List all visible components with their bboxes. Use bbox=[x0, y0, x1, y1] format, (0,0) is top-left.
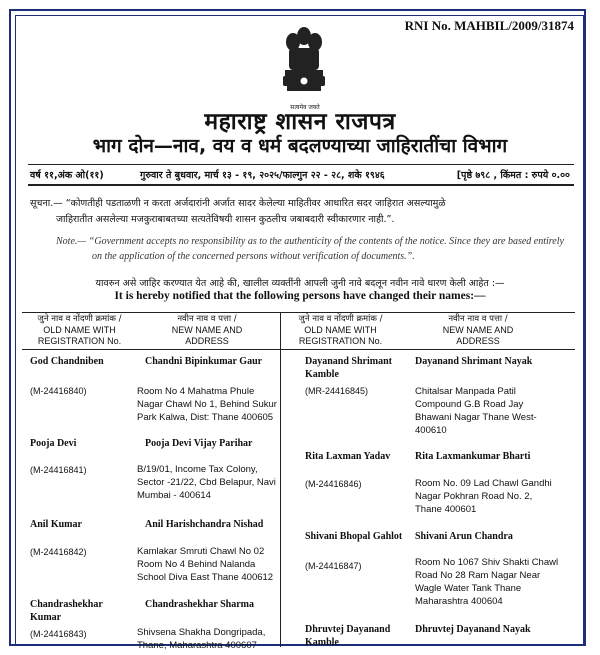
address: Room No 4 Mahatma Phule Nagar Chawl No 1, Behind Sukur Park Kalwa, Dist: Thane 400605 bbox=[137, 386, 277, 423]
issue-number: वर्ष ११,अंक ओ(११) bbox=[30, 170, 104, 181]
column-header-text: REGISTRATION No. bbox=[298, 336, 383, 346]
column-header-text: NEW NAME AND bbox=[442, 325, 514, 335]
issue-pages: [पृष्ठे ७९८ , किंमत : रुपये ०.०० bbox=[456, 170, 570, 181]
address: Room No 1067 Shiv Shakti Chawl Road No 28 Ram Nagar Near Wagle Water Tank Thane Maharashtra 400604 bbox=[415, 557, 559, 607]
new-name: Rita Laxmankumar Bharti bbox=[415, 451, 531, 462]
old-name: Anil Kumar bbox=[30, 519, 82, 530]
gazette-subtitle: भाग दोन—नाव, वय व धर्म बदलण्याच्या जाहिरातींचा विभाग bbox=[92, 135, 508, 157]
new-name: Anil Harishchandra Nishad bbox=[145, 519, 264, 530]
registration-number: (M-24416847) bbox=[305, 561, 362, 571]
column-header-text: जुने नाव व नोंदणी क्रमांक / bbox=[298, 314, 383, 324]
column-header-new bbox=[142, 314, 272, 347]
new-name: Pooja Devi Vijay Parihar bbox=[145, 438, 253, 449]
column-header-text: OLD NAME WITH bbox=[43, 325, 116, 335]
column-header-text: REGISTRATION No. bbox=[37, 336, 122, 346]
new-name: Dayanand Shrimant Nayak bbox=[415, 356, 533, 367]
column-header-old bbox=[283, 314, 398, 347]
column-header-text: नवीन नाव व पत्ता / bbox=[448, 314, 508, 324]
address: Kamlakar Smruti Chawl No 02 Room No 4 Behind Nalanda School Diva East Thane 400612 bbox=[137, 546, 274, 583]
registration-number: (M-24416843) bbox=[30, 629, 87, 639]
notice-line: जाहिरातीत असलेल्या मजकुराबाबतच्या सत्यतेविषयी शासन कुठलीच जबाबदारी स्वीकारणार नाही.”. bbox=[56, 214, 395, 225]
registration-number: (MR-24416845) bbox=[305, 386, 369, 396]
registration-number: (M-24416841) bbox=[30, 465, 87, 475]
issue-date: गुरुवार ते बुधवार, मार्च १३ - १९, २०२५/फाल्गुन २२ - २८, शके १९४६ bbox=[140, 170, 385, 181]
column-header-old bbox=[22, 314, 137, 347]
registration-number: (M-24416842) bbox=[30, 547, 87, 557]
new-name: Dhruvtej Dayanand Nayak bbox=[415, 624, 531, 635]
address: B/19/01, Income Tax Colony, Sector -21/22, Cbd Belapur, Navi Mumbai - 400614 bbox=[137, 464, 276, 501]
column-header-text: जुने नाव व नोंदणी क्रमांक / bbox=[37, 314, 122, 324]
notice-label: सूचना.— bbox=[30, 198, 63, 209]
emblem-caption: सत्यमेव जयते bbox=[290, 104, 320, 111]
gazette-title: महाराष्ट्र शासन राजपत्र bbox=[204, 109, 396, 135]
notified-english: It is hereby notified that the following persons have changed their names:— bbox=[114, 290, 486, 302]
note-line: on the application of the concerned persons without verification of documents.”. bbox=[92, 251, 415, 262]
column-header-new bbox=[403, 314, 553, 347]
notified-marathi: यावरुन असे जाहिर करण्यात येत आहे की, खालील व्यक्तींनी आपली जुनी नावे बदलून नवीन नावे धारण केली आहेत :— bbox=[95, 278, 505, 289]
note-line: “Government accepts no responsibility as to the authenticity of the contents of the notice. Since they are based entirely bbox=[88, 236, 564, 247]
column-header-text: ADDRESS bbox=[456, 336, 500, 346]
divider bbox=[28, 184, 574, 186]
column-header-text: ADDRESS bbox=[185, 336, 229, 346]
old-name: Chandrashekhar Kumar bbox=[30, 599, 103, 623]
new-name: Chandni Bipinkumar Gaur bbox=[145, 356, 263, 367]
old-name: Dayanand Shrimant Kamble bbox=[305, 356, 392, 380]
address: Chitalsar Manpada Patil Compound G.B Road Jay Bhawani Nagar Thane West-400610 bbox=[415, 386, 537, 436]
old-name: Rita Laxman Yadav bbox=[305, 451, 391, 462]
note-label: Note.— bbox=[56, 236, 87, 247]
registration-number: (M-24416840) bbox=[30, 386, 87, 396]
note-english bbox=[56, 235, 576, 249]
registration-number: (M-24416846) bbox=[305, 479, 362, 489]
address: Shivsena Shakha Dongripada, Thane, Maharashtra 400607 bbox=[137, 627, 266, 651]
old-name: Shivani Bhopal Gahlot bbox=[305, 531, 403, 542]
old-name: Dhruvtej Dayanand Kamble bbox=[305, 624, 391, 648]
old-name: God Chandniben bbox=[30, 356, 104, 367]
table-top-rule bbox=[22, 312, 575, 313]
new-name: Shivani Arun Chandra bbox=[415, 531, 513, 542]
national-emblem-icon bbox=[275, 24, 333, 102]
rni-number: RNI No. MAHBIL/2009/31874 bbox=[404, 18, 574, 33]
new-name: Chandrashekhar Sharma bbox=[145, 599, 255, 610]
table-header-rule bbox=[22, 349, 575, 350]
old-name: Pooja Devi bbox=[30, 438, 77, 449]
divider bbox=[28, 164, 574, 165]
notice-marathi bbox=[30, 196, 575, 211]
notice-line: “कोणतीही पडताळणी न करता अर्जदारांनी अर्जात सादर केलेल्या माहितीवर आधारित सदर जाहिरात असल्यामुळे bbox=[65, 198, 446, 209]
address: Room No. 09 Lad Chawl Gandhi Nagar Pokhran Road No. 2, Thane 400601 bbox=[415, 478, 552, 515]
column-header-text: नवीन नाव व पत्ता / bbox=[177, 314, 237, 324]
column-header-text: OLD NAME WITH bbox=[304, 325, 377, 335]
column-header-text: NEW NAME AND bbox=[171, 325, 243, 335]
